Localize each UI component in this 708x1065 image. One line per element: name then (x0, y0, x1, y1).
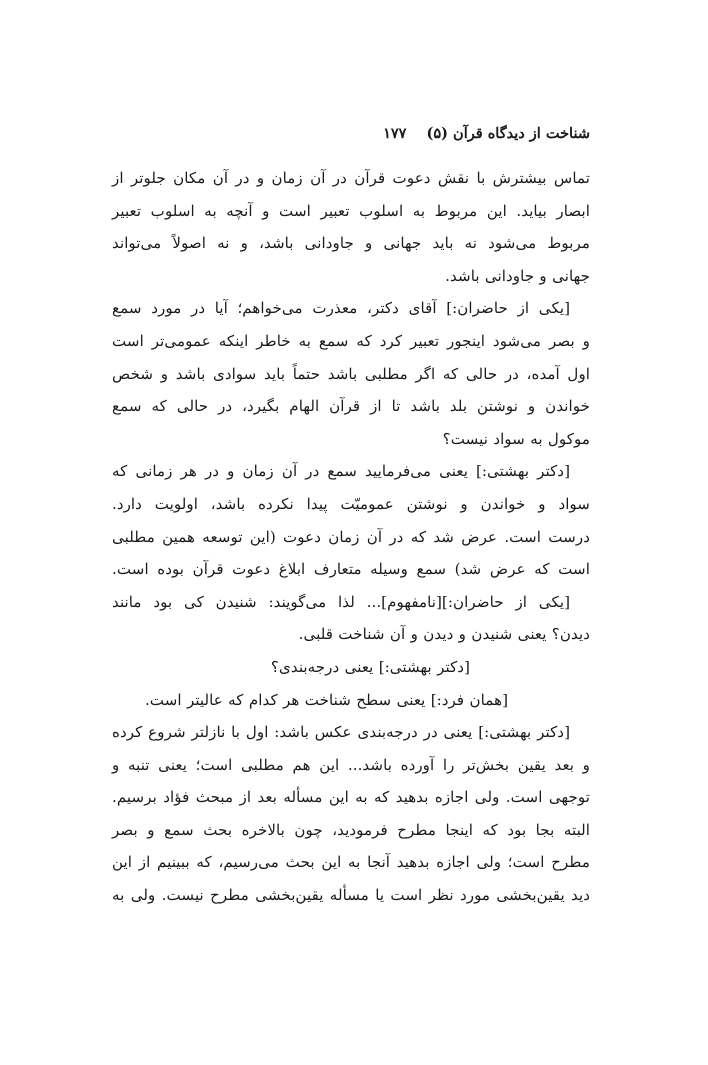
text-line: تماس بیشترش با نقش دعوت قرآن در آن زمان و در آن مکان جلوتر از (112, 169, 590, 187)
chapter-title: شناخت از دیدگاه قرآن (۵) (426, 124, 590, 142)
text-line: [همان فرد:] یعنی سطح شناخت هر کدام که عالیتر است. (144, 690, 508, 709)
text-line: مطرح است؛ ولی اجازه بدهید آنجا به این بحث می‌رسیم، که ببینیم از این (112, 853, 590, 872)
text-line: اول آمده، در حالی که اگر مطلبی باشد حتماً باید سوادی باشد و شخص (112, 364, 590, 383)
text-line: و بصر می‌شود اینجور تعبیر کرد که سمع به خاطر اینکه عمومی‌تر است (112, 331, 590, 350)
body-text (112, 162, 590, 912)
text-line: [دکتر بهشتی:] یعنی می‌فرمایید سمع در آن زمان و در هر زمانی که (112, 462, 570, 481)
text-line: توجهی است. ولی اجازه بدهید که به این مسأله بعد از مبحث فؤاد برسیم. (112, 788, 590, 807)
text-line: ابصار بیاید. این مربوط به اسلوب تعبیر است و آنچه به اسلوب تعبیر (112, 201, 590, 220)
text-line: [دکتر بهشتی:] یعنی درجه‌بندی؟ (270, 657, 470, 676)
text-line: سواد و خواندن و نوشتن عمومیّت پیدا نکرده باشد، اولویت دارد. (112, 494, 590, 513)
text-line: موکول به سواد نیست؟ (442, 429, 590, 448)
text-line: دید یقین‌بخشی مورد نظر است یا مسأله یقین‌بخشی مطرح نیست. ولی به (112, 886, 590, 905)
text-line: جهانی و جاودانی باشد. (445, 266, 590, 285)
text-line: [یکی از حاضران:] آقای دکتر، معذرت می‌خواهم؛ آیا در مورد سمع (112, 299, 570, 318)
text-line: دیدن؟ یعنی شنیدن و دیدن و آن شناخت قلبی. (298, 625, 590, 644)
text-line: [یکی از حاضران:][نامفهوم]... لذا می‌گویند: شنیدن کی بود مانند (112, 592, 570, 611)
text-line: و بعد یقین بخش‌تر را آورده باشد... این هم مطلبی است؛ یعنی تنبه و (112, 755, 590, 774)
text-line: خواندن و نوشتن بلد باشد تا از قرآن الهام بگیرد، در حالی که سمع (112, 397, 590, 416)
text-line: البته بجا بود که اینجا مطرح فرمودید، چون بالاخره بحث سمع و بصر (112, 820, 590, 839)
text-line: [دکتر بهشتی:] یعنی در درجه‌بندی عکس باشد: اول با نازلتر شروع کرده (112, 723, 570, 742)
page-number: ۱۷۷ (383, 124, 407, 142)
text-line: است که عرض شد) سمع وسیله متعارف ابلاغ دعوت قرآن بوده است. (112, 560, 590, 579)
running-header (112, 122, 590, 144)
text-line: درست است. عرض شد که در آن زمان دعوت (این توسعه همین مطلبی (112, 527, 590, 546)
text-line: مربوط می‌شود نه باید جهانی و جاودانی باشد، و نه اصولاً می‌تواند (112, 234, 590, 253)
